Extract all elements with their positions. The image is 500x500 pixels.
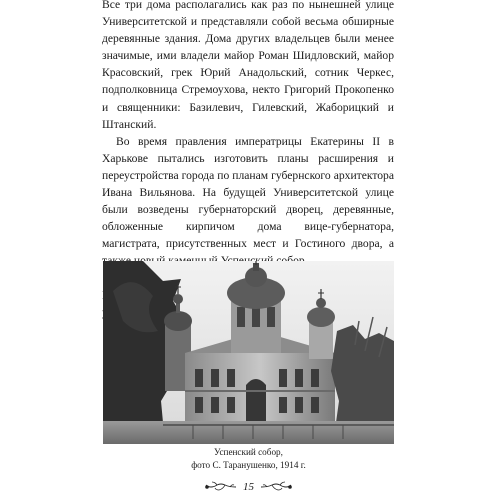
photo-caption	[103, 446, 394, 471]
caption-line-2: фото С. Таранушенко, 1914 г.	[191, 459, 306, 470]
paragraph-houses: Все три дома располагались как раз по нынешней улице Университетской и представляли собой весьма обширные деревянные здания. Дома других владельцев были менее значимые, ими владели майор Роман Шидловский, майор Красовский, грек Юрий Анадольский, сотник Черкес, подполковница Стремоухова, некто Григорий Прокопенко и священники: Базилевич, Гилевский, Жаборицкий и Штанский.	[102, 0, 394, 131]
paragraph-catherine-ii: Во время правления императрицы Екатерины II в Харькове пытались изготовить планы расширения и переустройства города по планам губернского архитектора Ивана Вильянова. На будущей Университетской улице были возведены губернаторский дворец, деревянные, обложенные кирпичом дома вице-губернатора, магистрата, присутственных мест и Гостиного двора, а	[102, 134, 394, 251]
cathedral-photo	[103, 261, 394, 444]
floral-ornament-left-icon	[203, 481, 237, 493]
caption-line-1: Успенский собор,	[214, 447, 283, 457]
floral-ornament-right-icon	[260, 481, 294, 493]
page-footer	[103, 478, 394, 496]
page-number: 15	[243, 481, 254, 493]
